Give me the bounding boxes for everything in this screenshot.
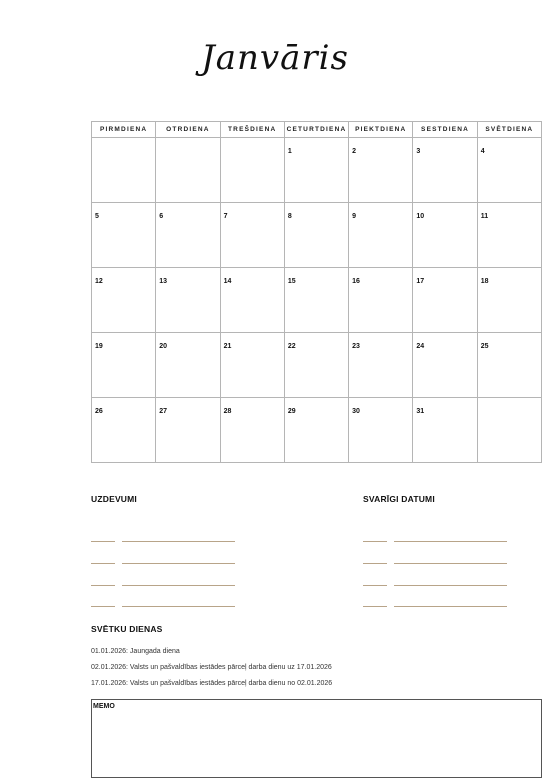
day-cell [284,333,348,398]
day-number: 21 [223,343,232,350]
weekday-header: OTRDIENA [156,122,220,138]
day-number: 26 [95,408,103,415]
day-cell [156,268,220,333]
holiday-item: 17.01.2026: Valsts un pašvaldības iestādes pārceļ darba dienu no 02.01.2026 [91,680,333,687]
calendar-week-row [92,203,542,268]
day-number: 30 [352,408,360,415]
weekday-header: TREŠDIENA [220,122,284,138]
day-cell [220,333,284,398]
weekday-header: PIRMDIENA [92,122,156,138]
day-number: 17 [416,278,425,285]
day-cell [92,268,156,333]
day-number: 24 [416,343,425,350]
day-cell [284,268,348,333]
day-cell [156,333,220,398]
day-number: 1 [287,148,292,155]
day-cell [92,333,156,398]
day-number: 29 [287,408,296,415]
day-cell [349,203,413,268]
important-dates-heading: SVARĪGI DATUMI [363,494,435,504]
day-cell [477,333,541,398]
day-number: 11 [480,213,489,220]
page-title: Janvāris [201,38,349,78]
weekday-header: SVĒTDIENA [477,122,541,138]
weekday-header-row [92,122,542,138]
day-cell [349,333,413,398]
calendar-week-row [92,398,542,463]
day-number: 18 [480,278,489,285]
day-number: 5 [95,213,99,220]
day-cell [156,398,220,463]
date-short-line [363,563,387,564]
day-number: 23 [352,343,360,350]
day-number: 27 [159,408,168,415]
task-long-line [122,541,235,542]
day-cell [413,398,477,463]
day-number: 28 [223,408,232,415]
calendar-week-row [92,138,542,203]
memo-label: MEMO [93,703,115,710]
day-cell [477,138,541,203]
day-cell [413,203,477,268]
day-number: 8 [287,213,292,220]
day-number: 20 [159,343,168,350]
memo-box[interactable] [91,699,542,778]
day-number: 13 [159,278,168,285]
day-number: 4 [480,148,485,155]
day-number: 12 [95,278,103,285]
task-short-line [91,563,115,564]
day-cell [284,398,348,463]
weekday-header: CETURTDIENA [284,122,348,138]
task-short-line [91,606,115,607]
day-cell [92,398,156,463]
day-number: 6 [159,213,164,220]
date-long-line [394,541,507,542]
date-short-line [363,606,387,607]
weekday-header: PIEKTDIENA [349,122,413,138]
weekday-header: SESTDIENA [413,122,477,138]
day-number: 19 [95,343,103,350]
day-cell [220,203,284,268]
tasks-heading: UZDEVUMI [91,494,137,504]
calendar-week-row [92,333,542,398]
day-cell [156,203,220,268]
day-cell [220,138,284,203]
task-short-line [91,585,115,586]
date-long-line [394,606,507,607]
day-cell [413,138,477,203]
day-cell [284,203,348,268]
day-number: 3 [416,148,421,155]
day-cell [477,268,541,333]
day-cell [220,398,284,463]
day-number: 16 [352,278,360,285]
day-cell [477,203,541,268]
calendar-grid [91,121,542,463]
day-cell [284,138,348,203]
date-long-line [394,563,507,564]
day-number: 14 [223,278,232,285]
day-cell [349,138,413,203]
task-long-line [122,563,235,564]
day-cell [92,138,156,203]
task-short-line [91,541,115,542]
date-long-line [394,585,507,586]
day-cell [349,268,413,333]
task-long-line [122,606,235,607]
day-number: 7 [223,213,228,220]
holiday-item: 02.01.2026: Valsts un pašvaldības iestādes pārceļ darba dienu uz 17.01.2026 [91,664,332,671]
holidays-heading: SVĒTKU DIENAS [91,624,163,634]
holiday-item: 01.01.2026: Jaungada diena [91,648,180,655]
task-long-line [122,585,235,586]
day-cell [413,268,477,333]
day-cell [156,138,220,203]
day-cell [220,268,284,333]
day-cell [477,398,541,463]
day-number: 22 [287,343,296,350]
day-number: 2 [352,148,357,155]
day-cell [413,333,477,398]
day-number: 31 [416,408,425,415]
day-cell [349,398,413,463]
date-short-line [363,585,387,586]
day-number: 25 [480,343,489,350]
day-cell [92,203,156,268]
day-number: 9 [352,213,357,220]
day-number: 10 [416,213,425,220]
calendar-week-row [92,268,542,333]
date-short-line [363,541,387,542]
day-number: 15 [287,278,296,285]
